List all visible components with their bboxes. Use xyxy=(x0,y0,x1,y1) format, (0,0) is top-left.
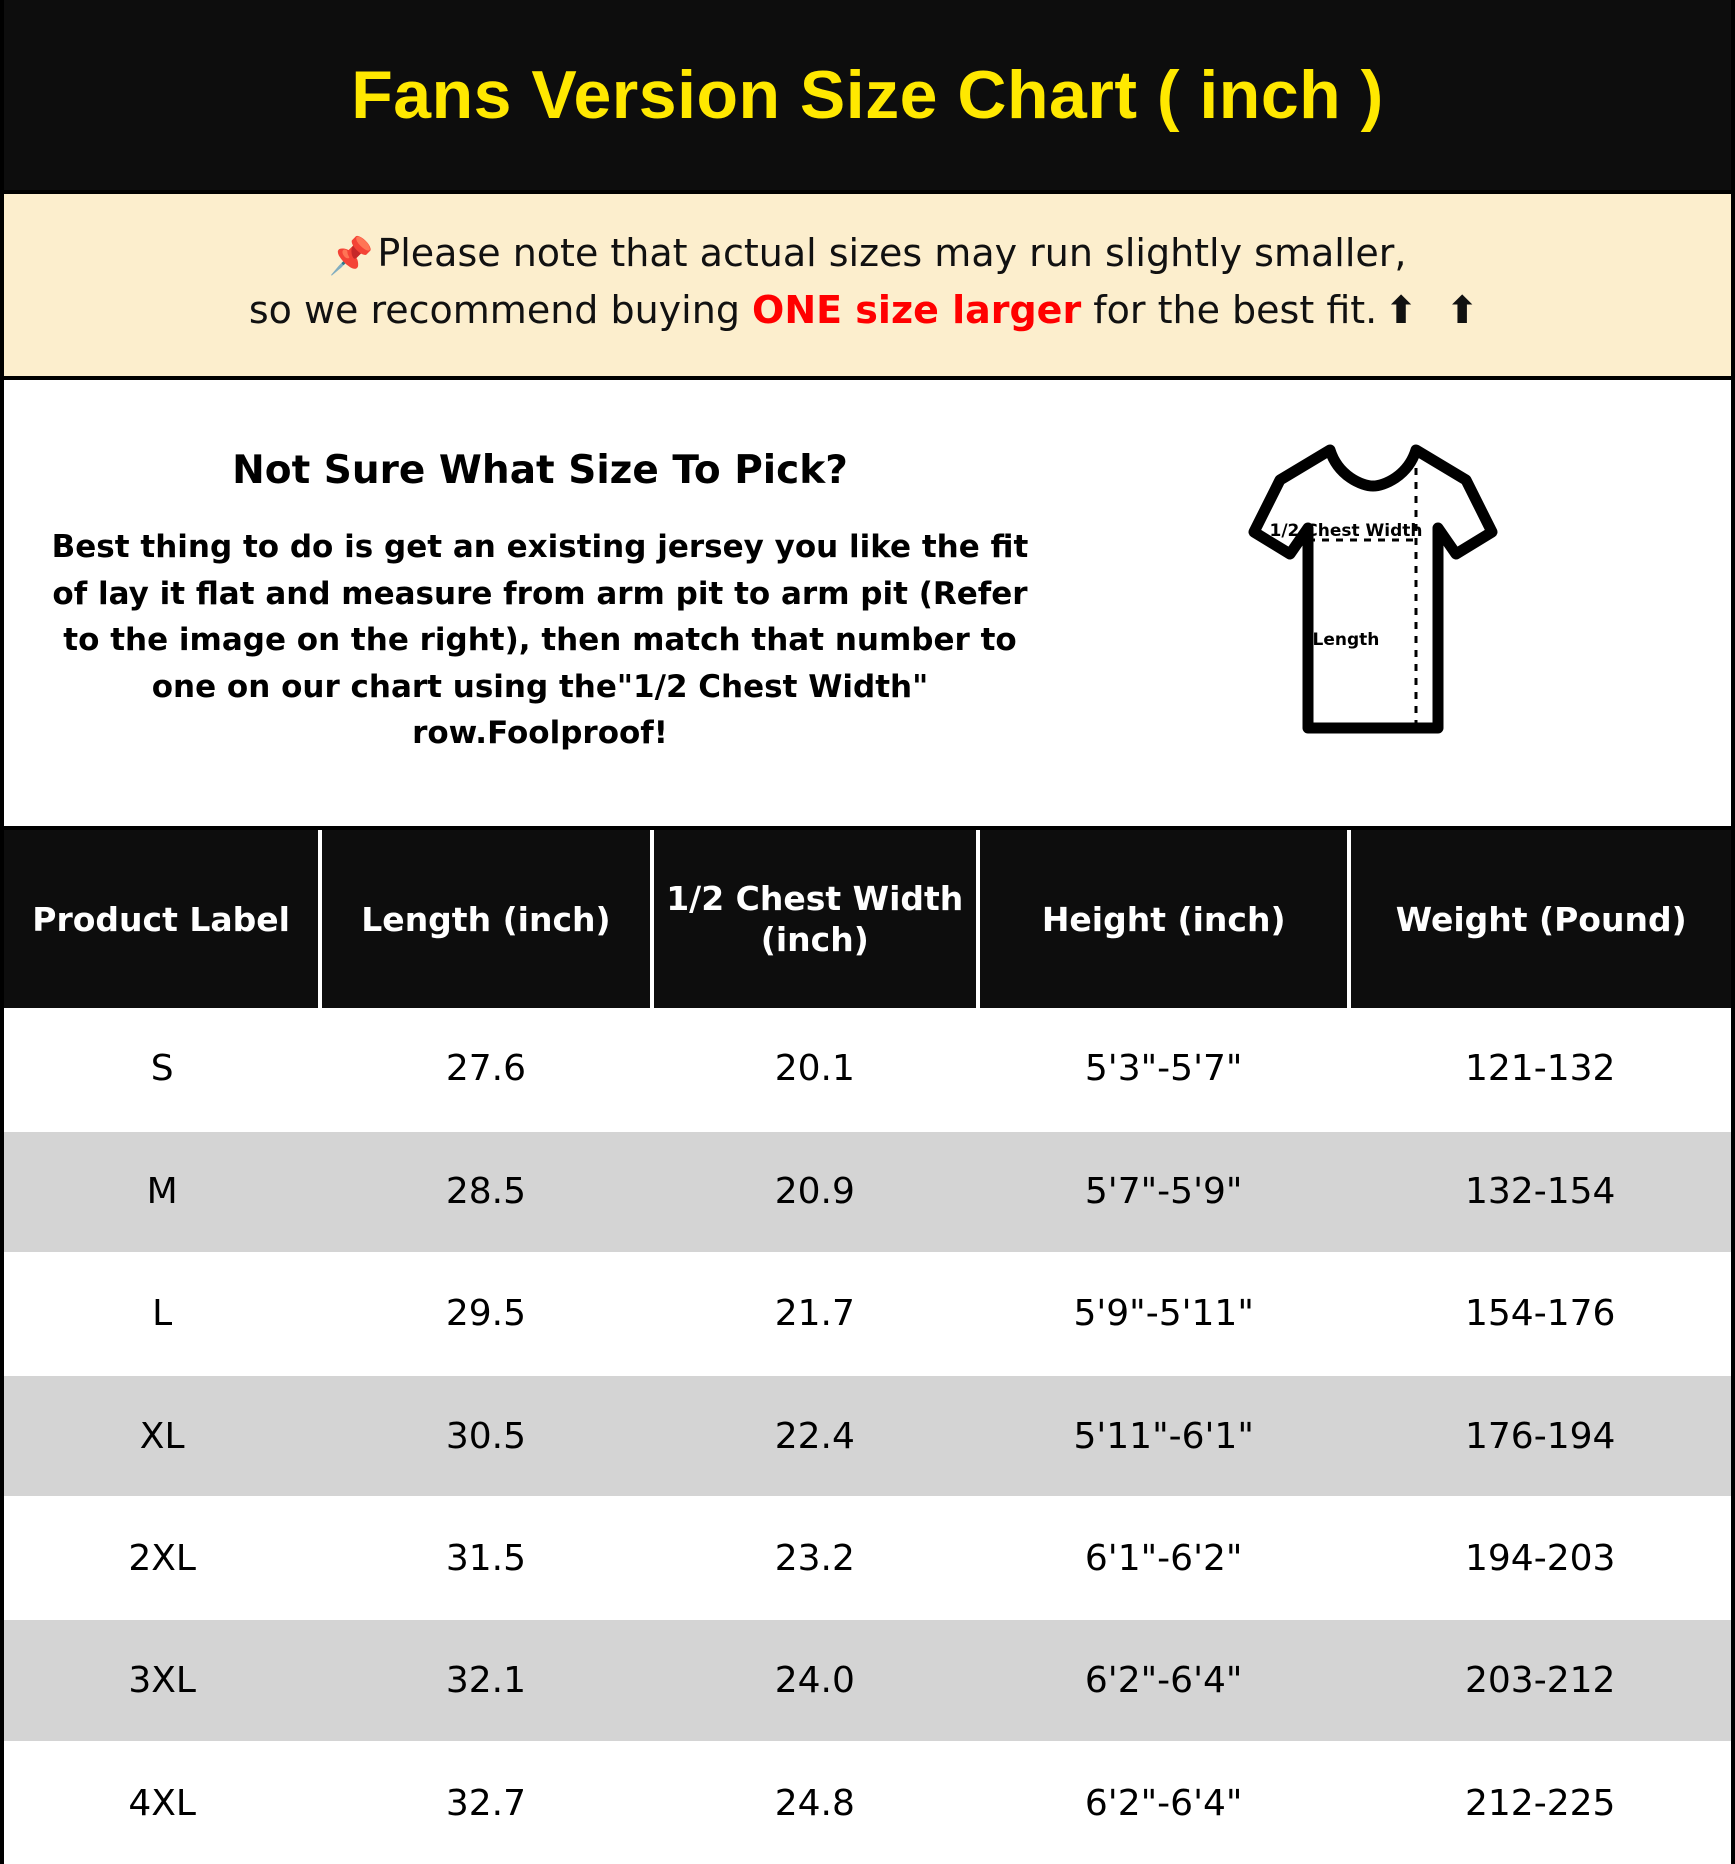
advice-heading: Not Sure What Size To Pick? xyxy=(232,448,848,494)
table-row xyxy=(4,1253,1731,1375)
table-row xyxy=(4,1008,1731,1130)
cell-length: 30.5 xyxy=(320,1375,651,1497)
cell-size-label: S xyxy=(4,1008,320,1130)
cell-length: 29.5 xyxy=(320,1253,651,1375)
cell-size-label: XL xyxy=(4,1375,320,1497)
cell-size-label: M xyxy=(4,1131,320,1253)
cell-chest-width: 22.4 xyxy=(652,1375,978,1497)
cell-chest-width: 21.7 xyxy=(652,1253,978,1375)
table-header-row xyxy=(4,830,1731,1008)
note-line-1 xyxy=(24,226,1711,283)
cell-height: 6'1"-6'2" xyxy=(978,1497,1350,1619)
advice-text-block xyxy=(32,420,1042,788)
cell-chest-width: 24.0 xyxy=(652,1619,978,1741)
length-label: Length xyxy=(1312,630,1380,651)
column-header-chest-width: 1/2 Chest Width (inch) xyxy=(652,830,978,1008)
cell-chest-width: 20.1 xyxy=(652,1008,978,1130)
size-note-banner xyxy=(4,190,1731,380)
cell-weight: 212-225 xyxy=(1349,1742,1731,1864)
tshirt-measure-figure xyxy=(1042,420,1703,758)
up-arrows-icon: ⬆ ⬆ xyxy=(1385,288,1487,333)
note-line-2-prefix: so we recommend buying xyxy=(248,288,753,333)
tshirt-icon xyxy=(1208,428,1538,758)
table-row xyxy=(4,1131,1731,1253)
advice-body: Best thing to do is get an existing jersey you like the fit of lay it flat and measure from arm pit to arm pit (Refer to the image on the right), then match that number to one on our chart using the"1/2 Chest Width" row.Foolproof! xyxy=(51,529,1029,752)
cell-weight: 176-194 xyxy=(1349,1375,1731,1497)
cell-chest-width: 20.9 xyxy=(652,1131,978,1253)
cell-length: 31.5 xyxy=(320,1497,651,1619)
cell-size-label: L xyxy=(4,1253,320,1375)
pushpin-icon: 📌 xyxy=(328,236,374,277)
cell-height: 5'3"-5'7" xyxy=(978,1008,1350,1130)
note-line-2 xyxy=(24,283,1711,338)
cell-height: 6'2"-6'4" xyxy=(978,1742,1350,1864)
table-row xyxy=(4,1619,1731,1741)
title-banner xyxy=(4,0,1731,190)
page-title: Fans Version Size Chart ( inch ) xyxy=(351,57,1384,133)
cell-weight: 194-203 xyxy=(1349,1497,1731,1619)
cell-weight: 132-154 xyxy=(1349,1131,1731,1253)
cell-size-label: 3XL xyxy=(4,1619,320,1741)
cell-weight: 154-176 xyxy=(1349,1253,1731,1375)
table-row xyxy=(4,1497,1731,1619)
cell-length: 28.5 xyxy=(320,1131,651,1253)
table-row xyxy=(4,1742,1731,1864)
column-header-height: Height (inch) xyxy=(978,830,1350,1008)
cell-height: 5'11"-6'1" xyxy=(978,1375,1350,1497)
cell-height: 5'7"-5'9" xyxy=(978,1131,1350,1253)
cell-chest-width: 23.2 xyxy=(652,1497,978,1619)
note-line-1-text: Please note that actual sizes may run slightly smaller, xyxy=(377,231,1407,275)
note-line-2-suffix: for the best fit. xyxy=(1081,288,1378,333)
cell-length: 32.1 xyxy=(320,1619,651,1741)
cell-length: 27.6 xyxy=(320,1008,651,1130)
column-header-product-label: Product Label xyxy=(4,830,320,1008)
size-table xyxy=(4,830,1731,1864)
column-header-weight: Weight (Pound) xyxy=(1349,830,1731,1008)
cell-length: 32.7 xyxy=(320,1742,651,1864)
note-emphasis: ONE size larger xyxy=(752,288,1082,333)
cell-size-label: 4XL xyxy=(4,1742,320,1864)
cell-chest-width: 24.8 xyxy=(652,1742,978,1864)
cell-size-label: 2XL xyxy=(4,1497,320,1619)
column-header-length: Length (inch) xyxy=(320,830,651,1008)
sizing-advice-section xyxy=(4,380,1731,830)
table-row xyxy=(4,1375,1731,1497)
cell-height: 6'2"-6'4" xyxy=(978,1619,1350,1741)
cell-weight: 121-132 xyxy=(1349,1008,1731,1130)
chest-width-label: 1/2 Chest Width xyxy=(1269,521,1423,542)
cell-weight: 203-212 xyxy=(1349,1619,1731,1741)
cell-height: 5'9"-5'11" xyxy=(978,1253,1350,1375)
